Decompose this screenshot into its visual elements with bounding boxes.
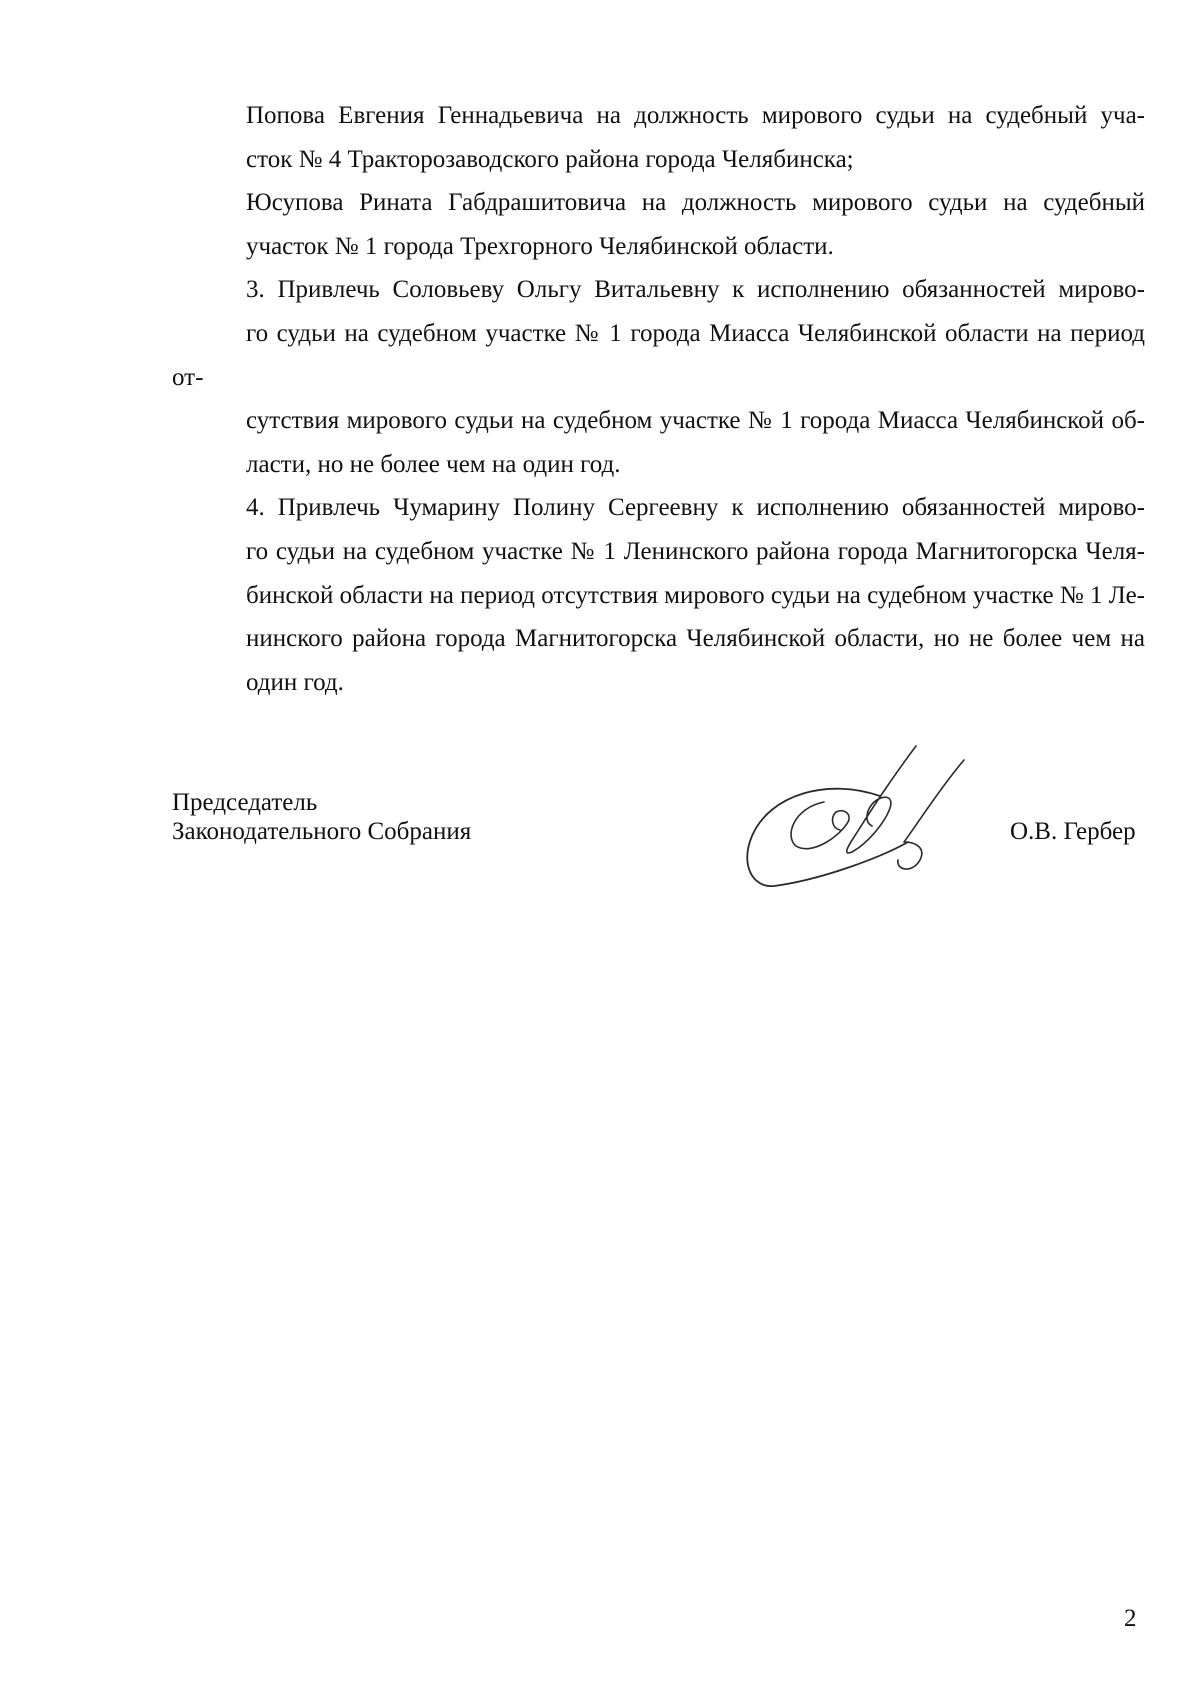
text-line: Юсупова Рината Габдрашитовича на должность мирового судьи на судебный xyxy=(246,189,1145,217)
signature-stroke-right-flourish xyxy=(898,760,964,869)
text-line: сутствия мирового судьи на судебном участке № 1 города Миасса Челябинской об- xyxy=(246,407,1145,435)
text-line: один год. xyxy=(246,668,344,696)
signature-stroke-tall-letter xyxy=(847,746,916,853)
document-body xyxy=(172,94,1145,704)
text-line: участок № 1 города Трехгорного Челябинской области. xyxy=(246,232,834,260)
text-line: нинского района города Магнитогорска Челябинской области, но не более чем на xyxy=(246,625,1145,653)
text-line: Попова Евгения Геннадьевича на должность мирового судьи на судебный уча- xyxy=(246,102,1145,129)
text-line: ласти, но не более чем на один год. xyxy=(246,450,621,478)
paragraph-item-3 xyxy=(172,268,1145,486)
text-line: 4. Привлечь Чумарину Полину Сергеевну к исполнению обязанностей мирово- xyxy=(246,494,1145,522)
signature-stroke-outer-loop xyxy=(747,789,908,886)
signatory-title xyxy=(172,788,471,846)
paragraph-popov xyxy=(172,94,1145,181)
text-line: 3. Привлечь Соловьеву Ольгу Витальевну к исполнению обязанностей мирово- xyxy=(246,276,1145,304)
page-number: 2 xyxy=(1124,1605,1137,1632)
signatory-title-line-1: Председатель xyxy=(172,789,318,816)
text-line: бинской области на период отсутствия мирового судьи на судебном участке № 1 Ле- xyxy=(246,581,1145,609)
text-line: сток № 4 Тракторозаводского района города Челябинска; xyxy=(246,145,854,173)
text-line: го судьи на судебном участке № 1 города Миасса Челябинской области на период от- xyxy=(172,319,1145,391)
text-line: го судьи на судебном участке № 1 Ленинского района города Магнитогорска Челя- xyxy=(246,537,1145,565)
signatory-title-line-2: Законодательного Собрания xyxy=(172,818,472,845)
handwritten-signature xyxy=(740,738,1000,908)
paragraph-yusupov xyxy=(172,181,1145,268)
paragraph-item-4 xyxy=(172,486,1145,704)
signer-name: О.В. Гербер xyxy=(1010,818,1136,845)
signature-stroke-inner-loop xyxy=(791,802,849,849)
